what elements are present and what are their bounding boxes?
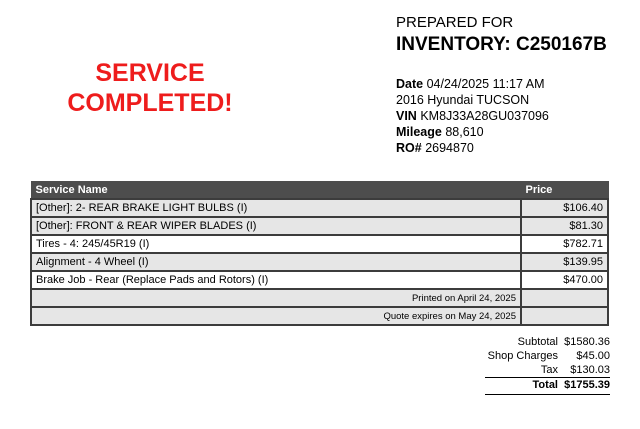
service-price: $139.95: [521, 253, 608, 271]
ro-label: RO#: [396, 141, 422, 155]
service-completed-banner: [40, 58, 260, 118]
inventory-number: INVENTORY: C250167B: [396, 34, 607, 55]
service-name-header: Service Name: [31, 182, 521, 200]
mileage-label: Mileage: [396, 125, 442, 139]
table-row: [31, 235, 608, 253]
subtotal-value: $1580.36: [564, 336, 610, 348]
vin-value: KM8J33A28GU037096: [420, 109, 549, 123]
prepared-for-label: PREPARED FOR: [396, 14, 514, 31]
mileage-value: 88,610: [445, 125, 484, 139]
printed-empty-cell: [521, 289, 608, 307]
service-name: Brake Job - Rear (Replace Pads and Rotors) (I): [31, 271, 521, 289]
printed-row: [31, 289, 608, 307]
shop-charges-label: Shop Charges: [487, 350, 558, 362]
vehicle-model: 2016 Hyundai TUCSON: [396, 93, 530, 107]
service-name: Tires - 4: 245/45R19 (I): [31, 235, 521, 253]
service-name: [Other]: 2- REAR BRAKE LIGHT BULBS (I): [31, 199, 521, 217]
expires-row: [31, 307, 608, 325]
ro-value: 2694870: [425, 141, 474, 155]
printed-date: Printed on April 24, 2025: [31, 289, 521, 307]
table-header-row: [31, 182, 608, 200]
table-row: [31, 253, 608, 271]
banner-line-1: SERVICE: [95, 59, 205, 87]
mileage-line: [396, 124, 549, 140]
totals-block: [480, 335, 610, 395]
tax-row: [480, 363, 610, 377]
price-header: Price: [521, 182, 608, 200]
service-name: [Other]: FRONT & REAR WIPER BLADES (I): [31, 217, 521, 235]
subtotal-label: Subtotal: [517, 336, 558, 348]
shop-charges-value: $45.00: [576, 350, 610, 362]
service-price: $782.71: [521, 235, 608, 253]
service-price: $106.40: [521, 199, 608, 217]
service-table: [30, 181, 609, 326]
total-row: [480, 378, 610, 392]
total-label: Total: [532, 379, 558, 391]
date-label: Date: [396, 77, 424, 91]
table-row: [31, 271, 608, 289]
vin-line: [396, 108, 549, 124]
subtotal-row: [480, 335, 610, 349]
date-line: [396, 76, 549, 92]
table-row: [31, 217, 608, 235]
total-value: $1755.39: [564, 379, 610, 391]
expires-empty-cell: [521, 307, 608, 325]
date-value: 04/24/2025 11:17 AM: [426, 77, 545, 91]
service-price: $81.30: [521, 217, 608, 235]
service-name: Alignment - 4 Wheel (I): [31, 253, 521, 271]
vin-label: VIN: [396, 109, 417, 123]
quote-expires: Quote expires on May 24, 2025: [31, 307, 521, 325]
ro-line: [396, 140, 549, 156]
total-underline: [485, 394, 610, 395]
vehicle-info: [396, 76, 549, 156]
table-row: [31, 199, 608, 217]
banner-line-2: COMPLETED!: [67, 89, 233, 117]
service-price: $470.00: [521, 271, 608, 289]
tax-value: $130.03: [570, 364, 610, 376]
shop-charges-row: [480, 349, 610, 363]
tax-label: Tax: [540, 364, 558, 376]
